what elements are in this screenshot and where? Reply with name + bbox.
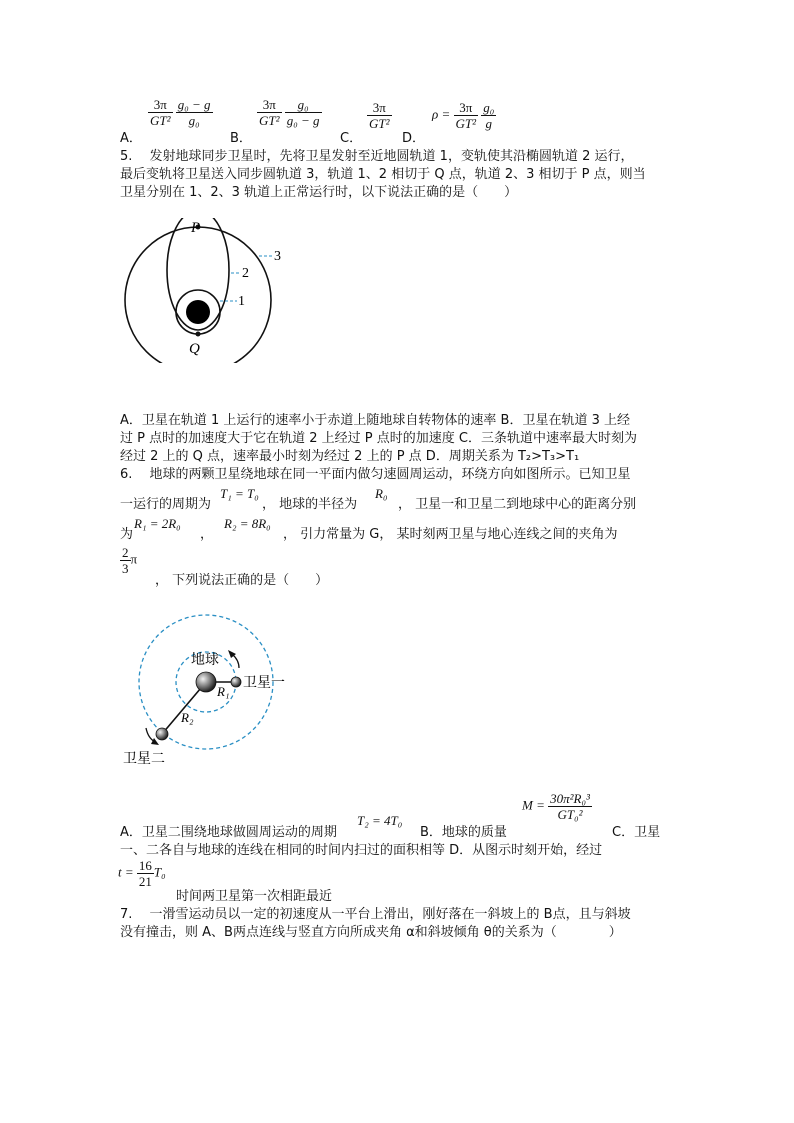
q6-option-a-text: A．卫星二围绕地球做圆周运动的周期: [120, 825, 337, 840]
label-sat2: 卫星二: [123, 751, 165, 767]
q4-option-b-label: B．: [230, 131, 252, 146]
q6-r0-expr: R₀: [375, 486, 388, 501]
label-p: P: [191, 220, 201, 236]
q4-option-a-label: A．: [120, 131, 142, 146]
q6-stem-line1: 6. 地球的两颗卫星绕地球在同一平面内做匀速圆周运动，环绕方向如图所示。已知卫星: [120, 467, 631, 482]
q4-option-a-expr: $\frac{3\pi}{\text{GT²}}$ $\frac{\text{g₀ − g}}{\text{g₀}}$: [150, 97, 211, 128]
q5-stem-line1: 5. 发射地球同步卫星时，先将卫星发射至近地圆轨道 1，变轨使其沿椭圆轨道 2 运行，: [120, 149, 634, 164]
q6-stem-line2c: ， 卫星一和卫星二到地球中心的距离分别: [398, 497, 637, 512]
label-r2: R₂: [181, 710, 194, 725]
q5-stem-line3: 卫星分别在 1、2、3 轨道上正常运行时，以下说法正确的是（ ）: [120, 185, 518, 200]
q6-stem-line3a: 为: [120, 527, 134, 542]
label-sat1: 卫星一: [243, 675, 285, 691]
satellite-2: [156, 728, 168, 740]
q6-option-b-expr: M = $\frac{\text{30π²R₀³}}{\text{GT₀²}}$: [522, 791, 590, 822]
q4-option-b-expr: $\frac{3\pi}{\text{GT²}}$ $\frac{\text{g₀}}{\text{g₀ − g}}$: [259, 97, 320, 128]
q6-t1-expr: T₁ = T₀: [220, 486, 259, 501]
q6-satellite-diagram: [115, 610, 305, 770]
satellite-1: [231, 677, 241, 687]
q6-options-line2: 一、二各自与地球的连线在相同的时间内扫过的面积相等 D．从图示时刻开始，经过: [120, 843, 603, 858]
q6-stem-line2a: 一运行的周期为: [120, 497, 212, 512]
q6-option-a-expr: T₂ = 4T₀: [357, 813, 403, 828]
q6-stem-line3c: ， 引力常量为 G， 某时刻两卫星与地心连线之间的夹角为: [283, 527, 618, 542]
q6-stem-line3b: ，: [200, 527, 214, 542]
q6-stem-line2b: ， 地球的半径为: [262, 497, 358, 512]
earth: [186, 300, 210, 324]
earth-sphere: [196, 672, 216, 692]
label-3: 3: [274, 249, 281, 264]
label-q: Q: [189, 341, 200, 357]
q6-option-b-text: B．地球的质量: [420, 825, 507, 840]
q5-options-line3: 经过 2 上的 Q 点，速率最小时刻为经过 2 上的 P 点 D．周期关系为 T₂>T₃>T₁: [120, 449, 580, 464]
label-r1: R₁: [217, 684, 230, 699]
q5-orbit-diagram: [115, 218, 295, 363]
q4-option-c-label: C．: [340, 131, 363, 146]
q4-option-d-label: D．: [402, 131, 426, 146]
q7-stem-line2: 没有撞击，则 A、B两点连线与竖直方向所成夹角 α和斜坡倾角 θ的关系为（ ）: [120, 925, 622, 940]
q6-r1-expr: R₁ = 2R₀: [134, 516, 181, 531]
label-1: 1: [238, 294, 245, 309]
label-earth: 地球: [191, 652, 219, 668]
q6-angle-expr: $\frac{2}{3}$ π: [122, 545, 138, 576]
q5-stem-line2: 最后变轨将卫星送入同步圆轨道 3，轨道 1、2 相切于 Q 点，轨道 2、3 相切于 P 点，则当: [120, 167, 646, 182]
q6-r2-expr: R₂ = 8R₀: [224, 516, 271, 531]
q6-stem-line4: ， 下列说法正确的是（ ）: [155, 573, 329, 588]
q5-options-line2: 过 P 点时的加速度大于它在轨道 2 上经过 P 点时的加速度 C．三条轨道中速率最大时刻为: [120, 431, 637, 446]
q6-option-d-expr: t = $\frac{16}{21}$ T₀: [118, 858, 166, 889]
label-2: 2: [242, 266, 249, 281]
q6-options-line3: 时间两卫星第一次相距最近: [176, 889, 333, 904]
q5-options-line1: A．卫星在轨道 1 上运行的速率小于赤道上随地球自转物体的速率 B．卫星在轨道 3 上经: [120, 413, 631, 428]
q4-option-d-expr: ρ = $\frac{3\pi}{\text{GT²}}$ $\frac{\text{g₀}}{g}$: [432, 100, 495, 131]
q4-option-c-expr: $\frac{3\pi}{\text{GT²}}$: [369, 100, 390, 131]
point-q: [196, 332, 201, 337]
q6-option-c-text: C．卫星: [612, 825, 661, 840]
q7-stem-line1: 7. 一滑雪运动员以一定的初速度从一平台上滑出，刚好落在一斜坡上的 B点，且与斜坡: [120, 907, 631, 922]
